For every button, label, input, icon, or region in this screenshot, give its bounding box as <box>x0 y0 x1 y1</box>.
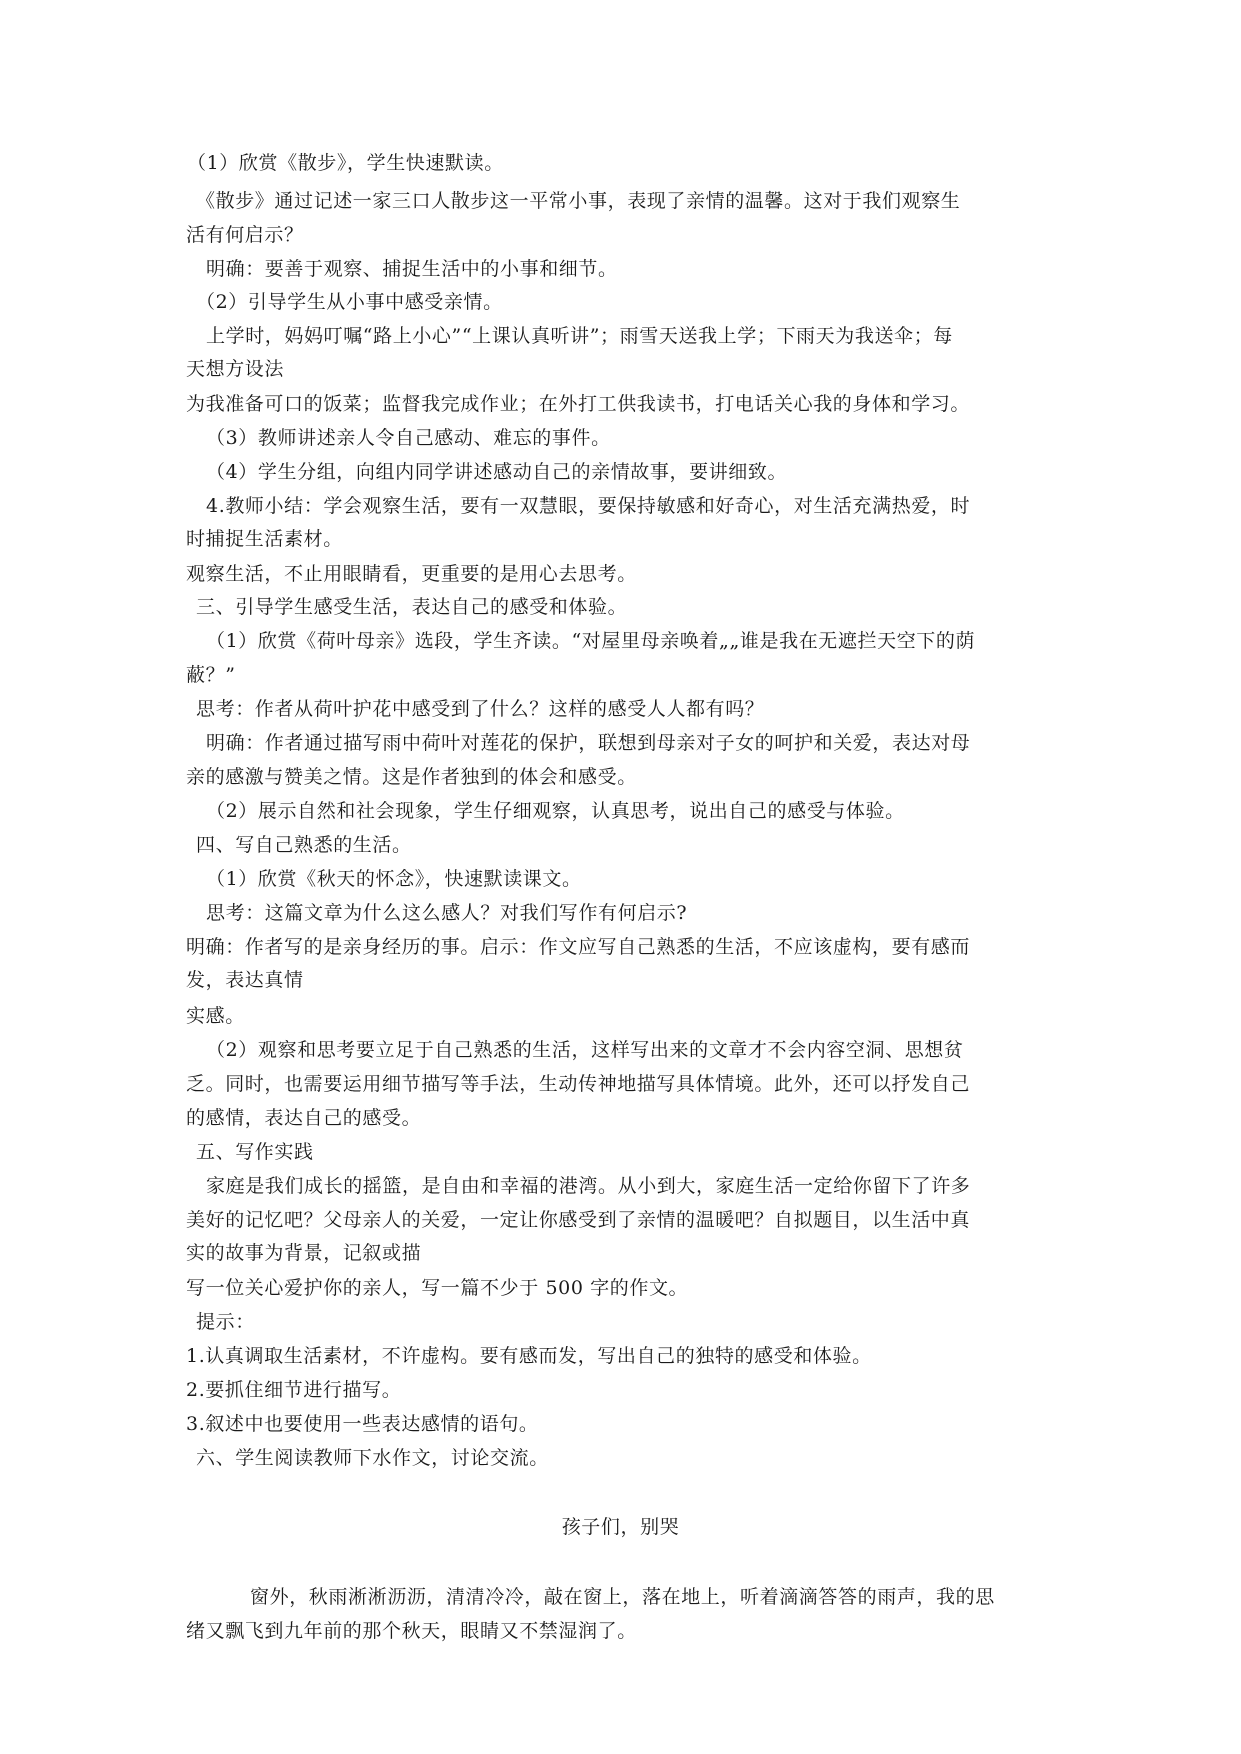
text-line: 五、写作实践 <box>196 1141 314 1163</box>
text-line: 乏。同时，也需要运用细节描写等手法，生动传神地描写具体情境。此外，还可以抒发自己 <box>186 1073 971 1095</box>
text-line: 3.叙述中也要使用一些表达感情的语句。 <box>186 1413 539 1435</box>
text-line: 上学时，妈妈叮嘱“路上小心”“上课认真听讲”；雨雪天送我上学；下雨天为我送伞；每 <box>206 325 953 347</box>
essay-line: 绪又飘飞到九年前的那个秋天，眼睛又不禁湿润了。 <box>186 1620 637 1642</box>
text-line: 4.教师小结：学会观察生活，要有一双慧眼，要保持敏感和好奇心，对生活充满热爱，时 <box>206 495 971 517</box>
text-line: （1）欣赏《秋天的怀念》，快速默读课文。 <box>206 868 582 890</box>
text-line: 六、学生阅读教师下水作文，讨论交流。 <box>196 1447 549 1469</box>
text-line: 家庭是我们成长的摇篮，是自由和幸福的港湾。从小到大，家庭生活一定给你留下了许多 <box>206 1175 971 1197</box>
text-line: 《散步》通过记述一家三口人散步这一平常小事，表现了亲情的温馨。这对于我们观察生 <box>196 190 961 212</box>
text-line: 实感。 <box>186 1005 245 1027</box>
text-line: （4）学生分组，向组内同学讲述感动自己的亲情故事，要讲细致。 <box>206 461 788 483</box>
text-line: 写一位关心爱护你的亲人，写一篇不少于 500 字的作文。 <box>186 1277 689 1299</box>
text-line: （2）引导学生从小事中感受亲情。 <box>196 291 503 313</box>
text-line: 发，表达真情 <box>186 969 304 991</box>
text-line: 美好的记忆吧？父母亲人的关爱，一定让你感受到了亲情的温暖吧？自拟题目，以生活中真 <box>186 1209 971 1231</box>
essay-line: 窗外，秋雨淅淅沥沥，清清冷冷，敲在窗上，落在地上，听着滴滴答答的雨声，我的思 <box>250 1586 995 1608</box>
text-line: 1.认真调取生活素材，不许虚构。要有感而发，写出自己的独特的感受和体验。 <box>186 1345 872 1367</box>
text-line: 为我准备可口的饭菜；监督我完成作业；在外打工供我读书，打电话关心我的身体和学习。 <box>186 393 971 415</box>
text-line: 时捕捉生活素材。 <box>186 528 343 550</box>
text-line: 实的故事为背景，记叙或描 <box>186 1242 422 1264</box>
text-line: 蔽？” <box>186 664 236 686</box>
text-line: （2）展示自然和社会现象，学生仔细观察，认真思考，说出自己的感受与体验。 <box>206 800 905 822</box>
text-line: 提示： <box>196 1311 255 1333</box>
text-line: 思考：作者从荷叶护花中感受到了什么？这样的感受人人都有吗？ <box>196 698 765 720</box>
text-line: 2.要抓住细节进行描写。 <box>186 1379 402 1401</box>
text-line: 明确：作者写的是亲身经历的事。启示：作文应写自己熟悉的生活，不应该虚构，要有感而 <box>186 936 971 958</box>
text-line: （3）教师讲述亲人令自己感动、难忘的事件。 <box>206 427 611 449</box>
text-line: 活有何启示？ <box>186 224 304 246</box>
text-line: （2）观察和思考要立足于自己熟悉的生活，这样写出来的文章才不会内容空洞、思想贫 <box>206 1039 964 1061</box>
text-line: 思考：这篇文章为什么这么感人？对我们写作有何启示? <box>206 902 688 924</box>
text-line: 的感情，表达自己的感受。 <box>186 1107 422 1129</box>
text-line: 四、写自己熟悉的生活。 <box>196 834 412 856</box>
essay-title: 孩子们，别哭 <box>561 1516 680 1538</box>
text-line: 三、引导学生感受生活，表达自己的感受和体验。 <box>196 596 628 618</box>
text-line: 明确：作者通过描写雨中荷叶对莲花的保护，联想到母亲对子女的呵护和关爱，表达对母 <box>206 732 971 754</box>
text-line: 天想方设法 <box>186 358 285 380</box>
text-line: （1）欣赏《荷叶母亲》选段，学生齐读。“对屋里母亲唤着„„谁是我在无遮拦天空下的荫 <box>206 630 976 652</box>
text-line: 观察生活，不止用眼睛看，更重要的是用心去思考。 <box>186 563 637 585</box>
text-line: 明确：要善于观察、捕捉生活中的小事和细节。 <box>206 258 618 280</box>
text-line: （1）欣赏《散步》，学生快速默读。 <box>187 152 504 174</box>
text-line: 亲的感激与赞美之情。这是作者独到的体会和感受。 <box>186 766 637 788</box>
